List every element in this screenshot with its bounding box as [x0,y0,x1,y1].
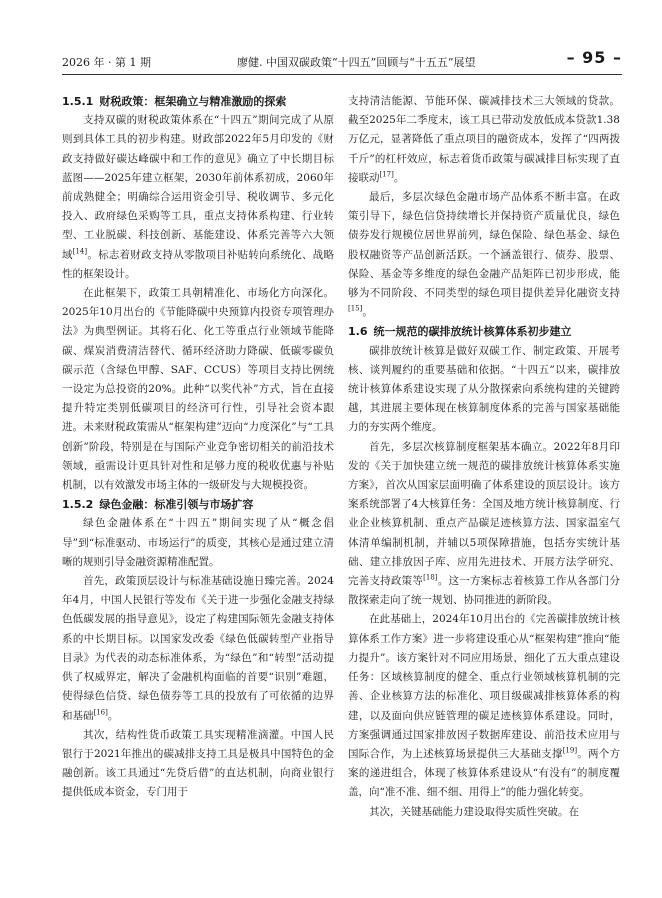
paragraph: 绿色金融体系在“十四五”期间实现了从“概念倡导”到“标准驱动、市场运行”的质变，其核心是通过建立清晰的规则引导金融资源精准配置。 [62,517,334,568]
citation: [16] [93,708,108,716]
section-title: 财税政策：框架确立与精准激励的探索 [99,95,287,108]
paragraph-text: 。 [393,171,405,184]
paragraph-text: 首先，多层次核算制度框架基本确立。2022年8月印发的《关于加快建立统一规范的碳排放统计核算体系实施方案》，首次从国家层面明确了体系建设的顶层设计。该方案系统部署了4大核算任务：全国及地方统计核算制度、行业企业核算机制、重点产品碳足迹核算方法、国家温室气体清单编制机制，并辅以5项保障措施，包括夯实统计基础、建立排放因子库、应用先进技术、开展方法学研究、完善支持政策等 [348,440,620,588]
paragraph: 碳排放统计核算是做好双碳工作、制定政策、开展考核、谈判履约的重要基础和依据。“十四五”以来，碳排放统计核算体系建设实现了从分散探索向系统构建的关键跨越，其进展主要体现在核算制度体系的完善与国家基础能力的夯实两个维度。 [348,344,620,434]
right-column [348,92,620,882]
paragraph [62,572,334,726]
paragraph-text: 支持双碳的财税政策体系在“十四五”期间完成了从原则到具体工具的初步构建。财政部2022年5月印发的《财政支持做好碳达峰碳中和工作的意见》确立了中长期目标蓝图——2025年建立框架，2030年前体系初成，2060年前成熟健全；明确综合运用资金引导、税收调节、多元化投入、政府绿色采购等工具，重点支持体系构建、行业转型、工业脱碳、科技创新、基能建设、体系完善等六大领域 [62,114,334,261]
paragraph-text: 。 [362,306,373,319]
running-header [62,50,622,72]
citation: [18] [423,573,438,582]
citation: [14] [72,247,88,256]
paragraph [348,188,620,322]
paragraph-text: 。这一方案标志着核算工作从各部门分散探索走向了统一规划、协同推进的新阶段。 [348,575,620,607]
section-number: 1.6 [348,325,368,339]
section-heading-1-5-2 [62,495,334,514]
journal-issue: 2026 年 · 第 1 期 [62,56,151,69]
paragraph [62,111,334,284]
section-number: 1.5.2 [62,498,94,512]
citation: [15] [348,304,363,313]
paragraph-text: 在此基础上，2024年10月出台的《完善碳排放统计核算体系工作方案》进一步将建设重心从“框架构建”推向“能力提升”。该方案针对不同应用场景，细化了五大重点建设任务：区域核算制度的健全、重点行业领域核算机制的完善、企业核算方法的标准化、项目级碳减排核算体系的构建，以及面向供应链管理的碳足迹核算体系建设。同时，方案强调通过国家排放因子数据库建设、前沿技术应用与国际合作，为上述核算场景提供三大基础支撑 [348,613,620,760]
paragraph-text: 。两个方案的递进组合，体现了核算体系建设从“有没有”的制度覆盖，向“准不准、细不细、用得上”的能力强化转变。 [348,747,620,799]
paragraph [348,610,620,802]
paragraph-text: 。 [107,709,119,722]
section-number: 1.5.1 [62,95,94,108]
section-heading-1-6 [348,322,620,341]
paragraph [348,438,620,611]
paragraph-continued [348,92,620,188]
paragraph: 其次，结构性货币政策工具实现精准滴灌。中国人民银行于2021年推出的碳减排支持工具是极具中国特色的金融创新。该工具通过“先贷后借”的直达机制，向商业银行提供低成本资金，专门用于 [62,728,334,799]
paragraph: 在此框架下，政策工具朝精准化、市场化方向深化。2025年10月出台的《节能降碳中央预算内投资专项管理办法》为典型例证。其将石化、化工等重点行业领域节能降碳、煤炭消费清洁替代、循环经济助力降碳、低碳零碳负碳示范（含绿色甲醇、SAF、CCUS）等项目支持比例统一设定为总投资的20%。此种“以奖代补”方式，旨在直接提升特定类别低碳项目的经济可行性，引导社会资本跟进。未来财税政策需从“框架构建”迈向“力度深化”与“工具创新”阶段，特别是在与国际产业竞争密切相关的前沿技术领域，亟需设计更具针对性和足够力度的税收优惠与补贴机制，以有效激发市场主体的一级研发与大规模投资。 [62,287,334,492]
paragraph-text: 。标志着财政支持从零散项目补贴转向系统化、战略性的框架设计。 [62,248,334,280]
section-title: 统一规范的碳排放统计核算体系初步建立 [373,325,572,339]
page-number: – 95 – [566,48,622,67]
paragraph-text: 最后，多层次绿色金融市场产品体系不断丰富。在政策引导下，绿色信贷持续增长并保持资产质量优良，绿色债券发行规模位居世界前列，绿色保险、绿色基金、绿色股权融资等产品创新活跃。一个涵盖银行、债券、股票、保险、基金等多维度的绿色金融产品矩阵已初步形成，能够为不同阶段、不同类型的绿色项目提供差异化融资支持 [348,191,620,300]
header-rule [62,74,622,75]
paragraph: 其次，关键基础能力建设取得实质性突破。在 [369,805,579,818]
section-title: 绿色金融：标准引领与市场扩容 [99,498,254,512]
citation: [19] [562,746,578,755]
paragraph-text: 支持清洁能源、节能环保、碳减排技术三大领域的贷款。截至2025年二季度末，该工具已带动发放低成本贷款1.38万亿元，显著降低了重点项目的融资成本，发挥了“四两拨千斤”的杠杆效应，标志着货币政策与碳减排目标实现了直接联动 [348,95,620,184]
running-title: 廖健. 中国双碳政策“十四五”回顾与“十五五”展望 [237,56,476,69]
left-column [62,92,334,882]
section-heading-1-5-1 [62,92,334,111]
paragraph-text: 首先，政策顶层设计与标准基础设施日臻完善。2024年4月，中国人民银行等发布《关于进一步强化金融支持绿色低碳发展的指导意见》，设定了构建国际领先金融支持体系的中长期目标。以国家发改委《绿色低碳转型产业指导目录》为代表的动态标准体系，为“绿色”和“转型”活动提供了权威界定，解决了金融机构面临的首要“识别”难题，使得绿色信贷、绿色债券等工具的投放有了可依循的边界和基础 [62,575,334,722]
citation: [17] [379,170,394,179]
